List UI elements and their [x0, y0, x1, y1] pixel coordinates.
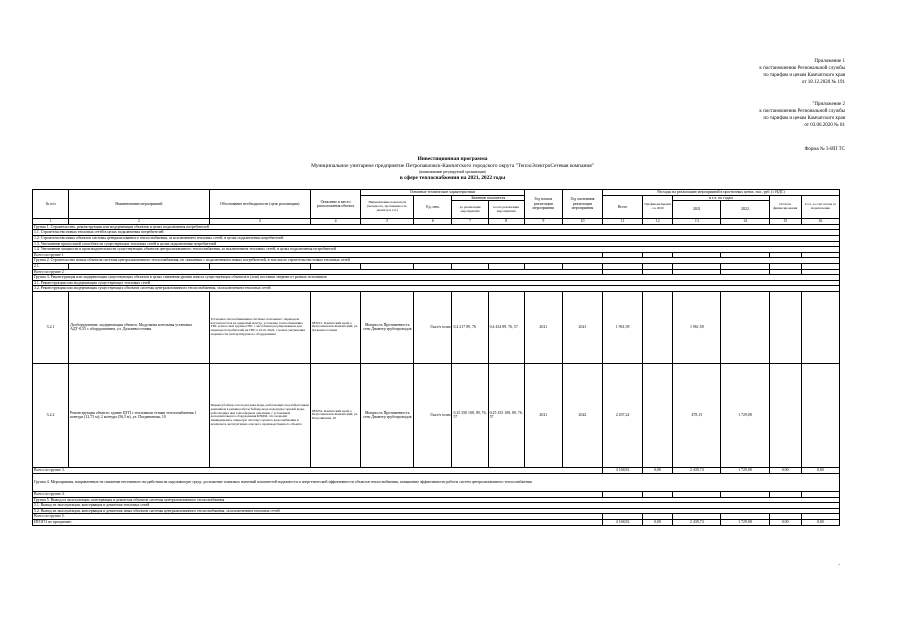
subgroup-row: 1.4. Увеличение мощности и производительности существующих объектов централизованного теплоснабжения, за исключением тепловых сетей, в целях подключения потребителей: [33, 247, 840, 253]
appendix-1-line: по тарифам и ценам Камчатского края: [763, 73, 845, 78]
row-place: 683015, Камчатский край, г. Петропавловск-Камчатский, ул. Дальневосточная: [310, 291, 360, 363]
col-reason: Обоснование необходимости (цель реализации): [209, 190, 310, 219]
row-before: 0,25 350 108, 89, 76, 57: [452, 363, 488, 467]
col-number: 16: [801, 219, 839, 225]
total-label: Всего по группе 3.: [33, 467, 603, 473]
group-row: Группа 4. Мероприятия, направленные на снижение негативного воздействия на окружающую среду, достижение плановых значений показателей надежности и энергетической эффективности объектов теплоснабжения, повышение эффективности работы систем централизованного теплоснабжения: [33, 473, 840, 491]
group-row: Группа 3. Реконструкция или модернизация существующих объектов в целях снижения уровня износа существующих объектов и (или) поставки энергии от разных источников: [33, 275, 840, 281]
row-year-start: 2021: [524, 363, 562, 467]
row-tech-name: Мощность Протяженность сети Диаметр трубопроводов: [361, 363, 414, 467]
col-number: 7: [452, 219, 488, 225]
subgroup-row: 3.1. Реконструкция или модернизация существующих тепловых сетей: [33, 280, 840, 286]
col-2021: 2021: [673, 201, 721, 219]
col-number: 11: [603, 219, 643, 225]
table-row: [33, 363, 840, 467]
col-number: 12: [643, 219, 673, 225]
subgroup-row: 5.2. Вывод из эксплуатации, консервация и демонтаж иных объектов системы централизованного теплоснабжения, за исключением тепловых сетей: [33, 508, 840, 514]
appendix-1-line: Приложение 1: [814, 59, 845, 64]
row-2022: [721, 291, 769, 363]
total-label: Всего по группе 5.: [33, 514, 603, 520]
row-remain: [769, 363, 801, 467]
col-number: 8: [488, 219, 524, 225]
col-number: 14: [721, 219, 769, 225]
row-remain: [769, 291, 801, 363]
row-num: 3.2.2: [33, 363, 69, 467]
appendix-1-line: к постановлению Региональной службы: [759, 66, 845, 71]
grand-total-label: ИТОГО по программе:: [33, 519, 603, 525]
row-unit: Гкал/ч м мм: [414, 291, 452, 363]
grand-total-2021: 2 439,74: [673, 519, 721, 525]
row-year-end: 2021: [562, 291, 602, 363]
grand-total-remain: 0,00: [769, 519, 801, 525]
grand-total-debt: 0,00: [801, 519, 839, 525]
row-year-start: 2021: [524, 291, 562, 363]
grand-total-row: [33, 519, 840, 525]
program-title: Инвестиционная программа: [417, 156, 488, 162]
total-remain: 0,00: [769, 467, 801, 473]
grand-total-value: 4 168,82: [603, 519, 643, 525]
organization-caption: (наименование регулируемой организации): [419, 170, 486, 174]
total-2021: 2 439,74: [673, 467, 721, 473]
row-after: 0,4 434 89, 76, 57: [488, 291, 524, 363]
row-reason: Установка теплообменников системы отопления с переводом котлоагрегатов на закрытый контур, установка теплообменника ГВС и насосной группы ГВС с частотным регулированием для перевода потребителей на ГВС к 01.01.2022, с целью увеличения надежности эксплуатируемого оборудования: [209, 291, 310, 363]
row-2021: 1 961,58: [673, 291, 721, 363]
total-2022: 1 729,08: [721, 467, 769, 473]
organization-name: Муниципальное унитарное предприятие Петропавловск-Камчатского городского округа "ТеплоЭлектроСетевая компания": [311, 163, 594, 169]
group-row: Группа 1. Строительство, реконструкция или модернизация объектов в целях подключения потребителей: [33, 224, 840, 230]
row-financed: [643, 291, 673, 363]
col-values: Значение показателя: [452, 195, 524, 201]
grand-total-financed: 0,00: [643, 519, 673, 525]
investment-table-wrap: [32, 189, 840, 526]
row-total: 2 207,24: [603, 363, 643, 467]
appendix-1-block: [759, 58, 845, 86]
col-tech: Основные технические характеристики: [361, 190, 525, 196]
total-label: Всего по группе 2: [33, 269, 603, 275]
row-name: Реконструкция объекта: здание ЦТП с тепловыми сетями теплоснабжения 1 контура (12,75 м); 2 контура (56,5 м), ул. Пограничная, 10: [69, 363, 210, 467]
subgroup-row: 5.1. Вывод из эксплуатации, консервация и демонтаж тепловых сетей: [33, 503, 840, 509]
total-value: 4 168,82: [603, 467, 643, 473]
col-number: 15: [769, 219, 801, 225]
total-debt: 0,00: [801, 467, 839, 473]
col-tech-name: Наименование показателя (мощность, протяженность, диаметр и т.п.): [361, 195, 414, 219]
appendix-2-line: к постановлению Региональной службы: [759, 109, 845, 114]
closing-quote-mark: ": [838, 563, 840, 568]
row-name: Дооборудование, модернизация объекта: Модульная котельная установка АДТ-0,55 с оборудованием, ул. Дальневосточная: [69, 291, 210, 363]
col-name: Наименование мероприятий: [69, 190, 210, 219]
appendix-1-line: от 18.12.2020 № 191: [801, 80, 845, 85]
row-reason: Перевод бойлер-газа подогрева воды, работающих под избыточным давлением в режим работы бойлер-вода подогрева горячей воды, работающих при атмосферном давлении, с установкой дополнительного оборудования КНДМ, что позволит ликвидировать закрытую систему горячего водоснабжения и исключить эксплуатацию опасного производственного объекта: [209, 363, 310, 467]
col-num: № п/п: [33, 190, 69, 219]
row-unit: Гкал/ч м мм: [414, 363, 452, 467]
col-2022: 2022: [721, 201, 769, 219]
col-by-years: в т.ч. по годам: [673, 195, 769, 201]
col-number: 3: [209, 219, 310, 225]
row-num: 3.2.1: [33, 291, 69, 363]
col-financed: Профинансировано к 2020: [643, 195, 673, 219]
col-number: 9: [524, 219, 562, 225]
subgroup-row: 1.1. Строительство новых тепловых сетей в целях подключения потребителей: [33, 230, 840, 236]
col-costs: Расходы на реализацию мероприятий в прогнозных ценах, тыс. руб. (с НДС): [603, 190, 840, 196]
subgroup-row: 1.3. Увеличение пропускной способности существующих тепловых сетей в целях подключения потребителей: [33, 241, 840, 247]
subgroup-row: 3.2. Реконструкция или модернизация существующих объектов системы централизованного теплоснабжения, за исключением тепловых сетей: [33, 286, 840, 292]
total-label: Всего по группе 1: [33, 252, 603, 258]
col-unit: Ед. изм.: [414, 195, 452, 219]
row-total: 1 961,58: [603, 291, 643, 363]
grand-total-2022: 1 729,08: [721, 519, 769, 525]
col-number: 6: [414, 219, 452, 225]
total-label: Всего по группе 4.: [33, 491, 603, 497]
appendix-2-line: от 03.06.2020 № 81: [804, 123, 845, 128]
group-row: Группа 2. Строительство новых объектов системы централизованного теплоснабжения, не связанных с подключением новых потребителей, в том числе строительство новых тепловых сетей: [33, 258, 840, 264]
group-row: Группа 5. Вывод из эксплуатации, консервация и демонтаж объектов системы централизованного теплоснабжения: [33, 497, 840, 503]
investment-table: [32, 189, 840, 526]
col-number: 5: [361, 219, 414, 225]
table-row: [33, 291, 840, 363]
appendix-2-line: "Приложение 2: [812, 102, 845, 107]
col-number: 2: [69, 219, 210, 225]
form-number: Форма № 3-ИП ТС: [804, 147, 845, 152]
row-tech-name: Мощность Протяженность сети Диаметр трубопроводов: [361, 291, 414, 363]
row-num: 2.1.: [33, 263, 69, 269]
total-financed: 0,00: [643, 467, 673, 473]
col-val-before: до реализации мероприятия: [452, 201, 488, 219]
col-remain: Остаток финансирования: [769, 195, 801, 219]
row-debt: [801, 291, 839, 363]
col-number: 13: [673, 219, 721, 225]
subgroup-row: 1.2. Строительство иных объектов системы централизованного теплоснабжения, за исключением тепловых сетей, в целях подключения потребителей: [33, 235, 840, 241]
row-debt: [801, 363, 839, 467]
col-debt: в т.ч. за счет платы за подключение: [801, 195, 839, 219]
row-2021: 478,15: [673, 363, 721, 467]
appendix-2-block: [759, 101, 845, 129]
program-sphere: в сфере теплоснабжения на 2021, 2022 годы: [399, 175, 506, 181]
row-2022: 1 729,08: [721, 363, 769, 467]
col-number: 1: [33, 219, 69, 225]
col-year-start: Год начала реализации мероприятия: [524, 190, 562, 219]
row-financed: [643, 363, 673, 467]
row-year-end: 2022: [562, 363, 602, 467]
col-year-end: Год окончания реализации мероприятия: [562, 190, 602, 219]
row-place: 683032, Камчатский край, г. Петропавловск-Камчатский, ул. Пограничная, 10: [310, 363, 360, 467]
appendix-2-line: по тарифам и ценам Камчатского края: [763, 116, 845, 121]
row-before: 0,4 217 89, 76: [452, 291, 488, 363]
col-total: Всего: [603, 195, 643, 219]
col-val-after: после реализации мероприятия: [488, 201, 524, 219]
row-after: 0,25 353 108, 89, 76, 57: [488, 363, 524, 467]
col-number: 10: [562, 219, 602, 225]
col-place: Описание и место расположения объекта: [310, 190, 360, 219]
col-number: 4: [310, 219, 360, 225]
